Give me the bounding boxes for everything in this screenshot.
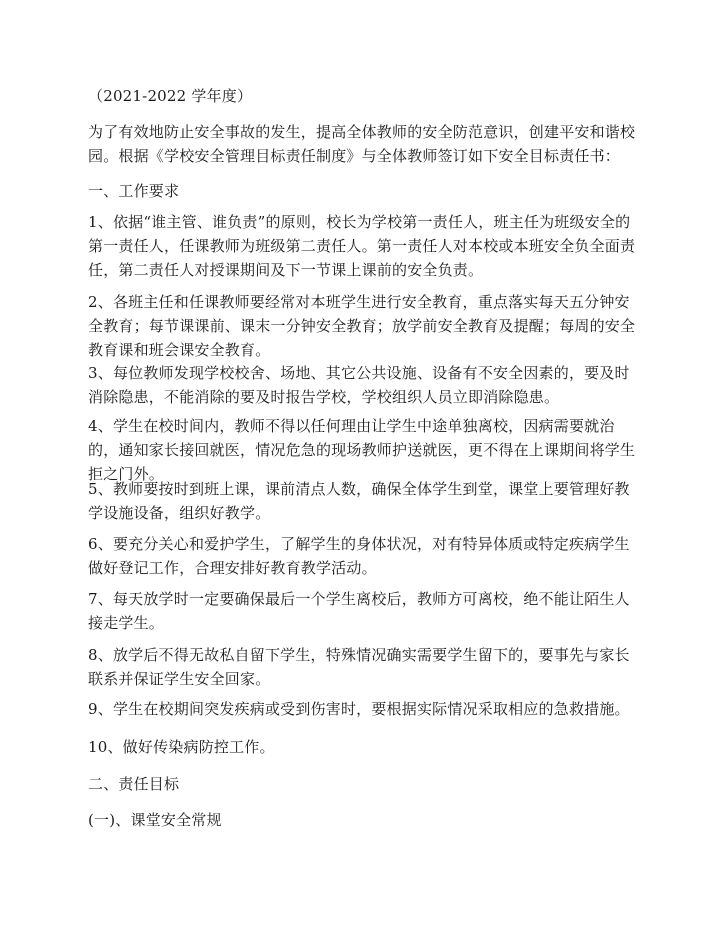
requirement-item-9: 9、学生在校期间突发疾病或受到伤害时，要根据实际情况采取相应的急救措施。 <box>88 700 630 718</box>
school-year: （2021-2022 学年度） <box>88 87 253 105</box>
requirement-item-4: 4、学生在校时间内，教师不得以任何理由让学生中途单独离校，因病需要就治的，通知家长接回就医，情况危急的现场教师护送就医，更不得在上课期间将学生拒之门外。 <box>88 417 636 483</box>
requirement-item-3: 3、每位教师发现学校校舍、场地、其它公共设施、设备有不安全因素的，要及时消除隐患，不能消除的要及时报告学校，学校组织人员立即消除隐患。 <box>88 364 630 406</box>
requirement-item-8: 8、放学后不得无故私自留下学生，特殊情况确实需要学生留下的，要事先与家长联系并保证学生安全回家。 <box>88 646 630 688</box>
requirement-item-7: 7、每天放学时一定要确保最后一个学生离校后，教师方可离校，绝不能让陌生人接走学生。 <box>88 590 630 632</box>
intro-paragraph: 为了有效地防止安全事故的发生，提高全体教师的安全防范意识，创建平安和谐校园。根据《学校安全管理目标责任制度》与全体教师签订如下安全目标责任书： <box>88 123 636 165</box>
section-heading-responsibility-goals: 二、责任目标 <box>88 775 180 793</box>
requirement-item-10: 10、做好传染病防控工作。 <box>88 738 275 756</box>
requirement-item-6: 6、要充分关心和爱护学生，了解学生的身体状况，对有特异体质或特定疾病学生做好登记工作，合理安排好教育教学活动。 <box>88 535 630 577</box>
requirement-item-5: 5、教师要按时到班上课，课前清点人数，确保全体学生到堂，课堂上要管理好教学设施设备，组织好教学。 <box>88 480 630 522</box>
section-heading-work-requirements: 一、工作要求 <box>88 182 180 200</box>
requirement-item-1: 1、依据“谁主管、谁负责”的原则，校长为学校第一责任人，班主任为班级安全的第一责任人，任课教师为班级第二责任人。第一责任人对本校或本班安全负全面责任，第二责任人对授课期间及下一节课上课前的安全负责。 <box>88 213 636 279</box>
subsection-heading-classroom-safety: (一)、课堂安全常规 <box>88 811 222 829</box>
requirement-item-2: 2、各班主任和任课教师要经常对本班学生进行安全教育，重点落实每天五分钟安全教育；每节课课前、课末一分钟安全教育；放学前安全教育及提醒；每周的安全教育课和班会课安全教育。 <box>88 293 636 359</box>
